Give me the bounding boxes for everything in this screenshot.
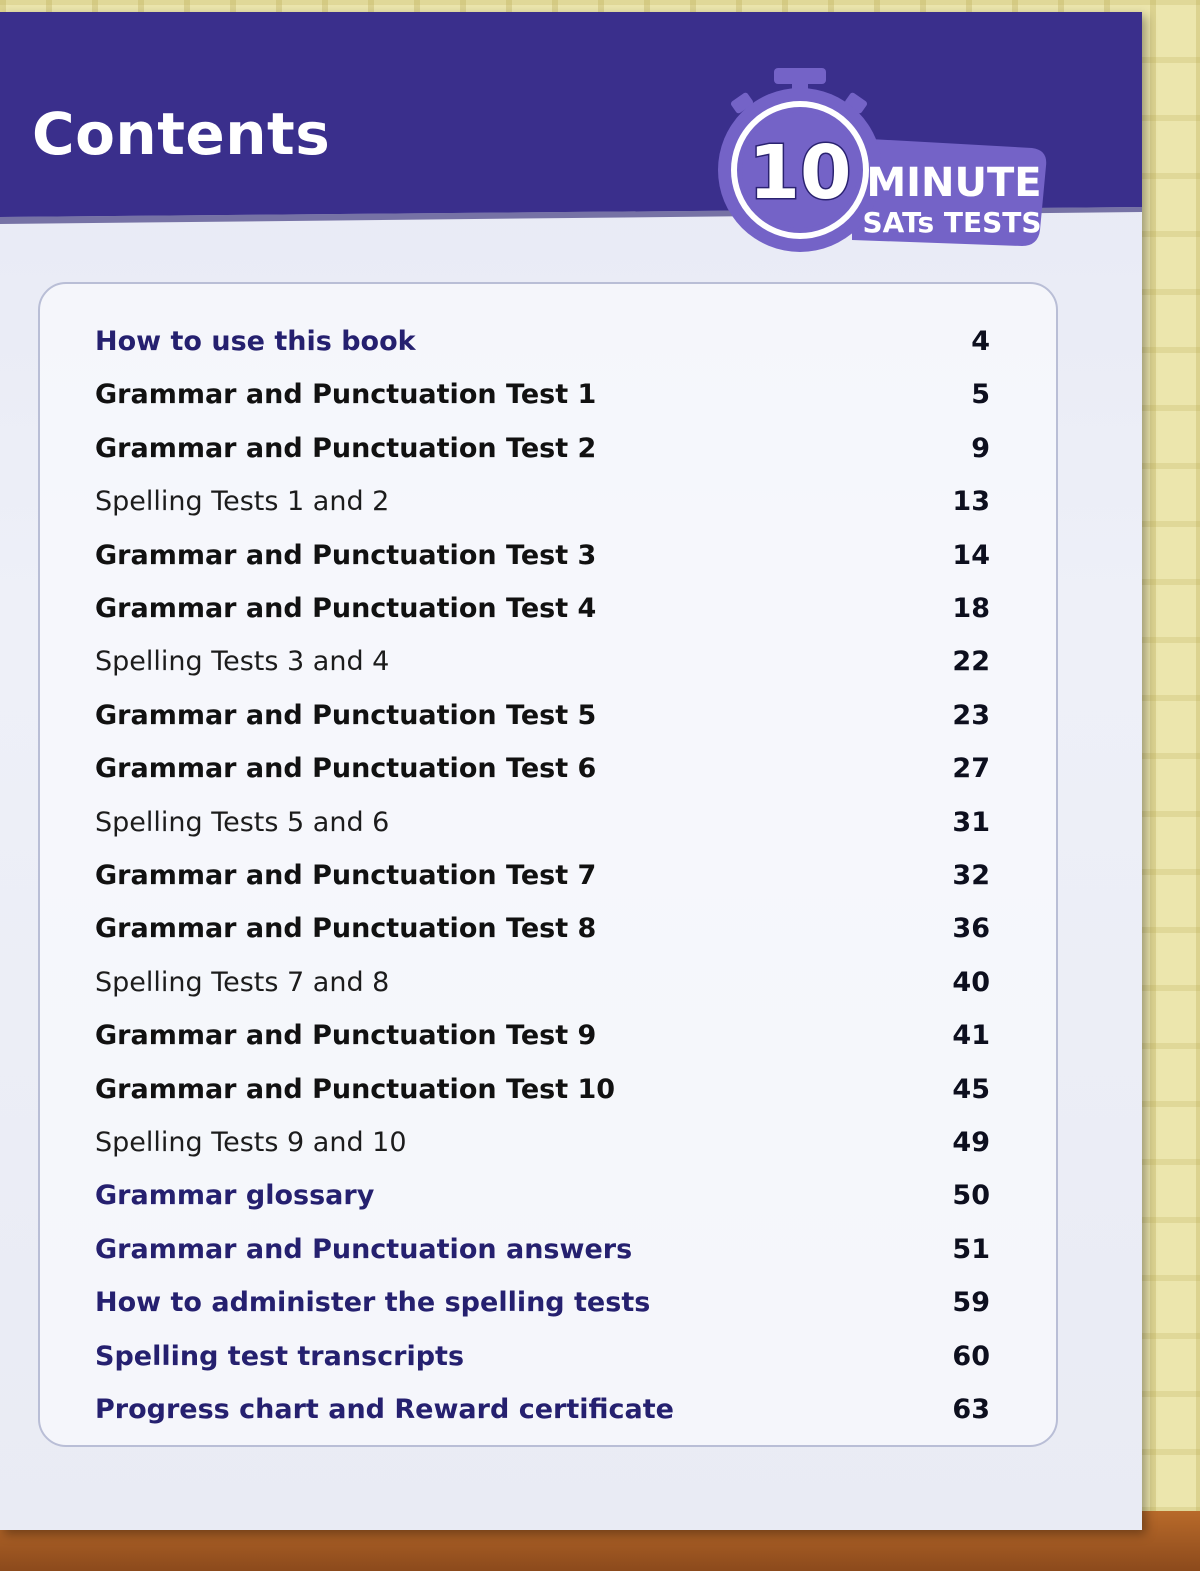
toc-entry — [95, 749, 990, 789]
toc-entry — [95, 1070, 990, 1110]
toc-entry-title: Grammar and Punctuation Test 4 — [95, 593, 597, 624]
toc-entry-page: 27 — [952, 753, 990, 785]
toc-entry — [95, 963, 990, 1003]
toc-entry — [95, 1230, 990, 1270]
toc-entry — [95, 1176, 990, 1216]
toc-entry-title: Grammar and Punctuation Test 8 — [95, 913, 597, 945]
toc-entry-page: 45 — [952, 1073, 990, 1105]
toc-entry — [95, 589, 990, 629]
toc-entry-title: Spelling Tests 9 and 10 — [95, 1127, 407, 1158]
book-page — [0, 12, 1142, 1530]
toc-entry — [95, 642, 990, 682]
toc-entry-title: Grammar and Punctuation Test 6 — [95, 753, 597, 785]
toc-entry-page: 50 — [952, 1180, 990, 1212]
toc-entry-page: 14 — [952, 539, 990, 571]
toc-entry — [95, 803, 990, 843]
toc-entry-title: Spelling Tests 7 and 8 — [95, 966, 390, 998]
logo-number: 10 — [748, 130, 852, 216]
toc-entry — [95, 1337, 990, 1377]
toc-entry-title: Spelling test transcripts — [95, 1340, 465, 1372]
toc-entry — [95, 856, 990, 896]
toc-entry — [95, 482, 990, 522]
logo-line-2: SATs TESTS — [862, 206, 1042, 239]
toc-entry-page: 5 — [971, 379, 990, 411]
toc-entry-title: Spelling Tests 3 and 4 — [95, 646, 390, 678]
toc-entry-title: Grammar and Punctuation answers — [95, 1233, 633, 1265]
toc-entry — [95, 1123, 990, 1163]
toc-entry — [95, 322, 990, 362]
toc-entry-page: 9 — [971, 432, 990, 464]
toc-entry-page: 63 — [952, 1394, 990, 1425]
toc-entry-page: 36 — [952, 913, 990, 945]
toc-entry-title: Grammar and Punctuation Test 10 — [95, 1073, 616, 1105]
toc-entry-page: 60 — [952, 1340, 990, 1372]
toc-entry-title: Spelling Tests 5 and 6 — [95, 806, 390, 838]
toc-entry-page: 51 — [952, 1233, 990, 1265]
toc-entry-title: Spelling Tests 1 and 2 — [95, 486, 390, 518]
toc-entry — [95, 375, 990, 415]
toc-entry-page: 41 — [952, 1020, 990, 1052]
stopwatch-icon — [712, 60, 1062, 270]
toc-entry — [95, 1016, 990, 1056]
toc-entry — [95, 696, 990, 736]
toc-entry-page: 4 — [971, 326, 990, 357]
logo-line-1: MINUTE — [866, 160, 1042, 206]
toc-entry-title: Grammar and Punctuation Test 2 — [95, 432, 597, 464]
toc-entry-page: 32 — [952, 860, 990, 891]
toc-entry-title: Grammar and Punctuation Test 3 — [95, 539, 597, 571]
toc-entry-title: Grammar and Punctuation Test 9 — [95, 1020, 597, 1052]
toc-entry — [95, 536, 990, 576]
toc-entry-page: 23 — [952, 699, 990, 731]
toc-entry-page: 49 — [952, 1127, 990, 1158]
toc-entry-title: Grammar and Punctuation Test 5 — [95, 699, 597, 731]
page-title: Contents — [32, 100, 331, 168]
toc-entry — [95, 909, 990, 949]
toc-entry-page: 18 — [952, 593, 990, 624]
toc-entry-title: Progress chart and Reward certificate — [95, 1394, 674, 1425]
toc-entry-page: 40 — [952, 966, 990, 998]
toc-entry-title: Grammar and Punctuation Test 1 — [95, 379, 597, 411]
toc-entry-title: How to use this book — [95, 326, 416, 357]
toc-entry — [95, 429, 990, 469]
toc-entry-page: 22 — [952, 646, 990, 678]
toc-entry-title: How to administer the spelling tests — [95, 1287, 651, 1319]
toc-entry — [95, 1390, 990, 1430]
toc-entry-title: Grammar and Punctuation Test 7 — [95, 860, 597, 891]
toc-entry-page: 31 — [952, 806, 990, 838]
toc-entry-page: 13 — [952, 486, 990, 518]
toc-entry-page: 59 — [952, 1287, 990, 1319]
toc-entry-title: Grammar glossary — [95, 1180, 375, 1212]
toc-entry — [95, 1283, 990, 1323]
